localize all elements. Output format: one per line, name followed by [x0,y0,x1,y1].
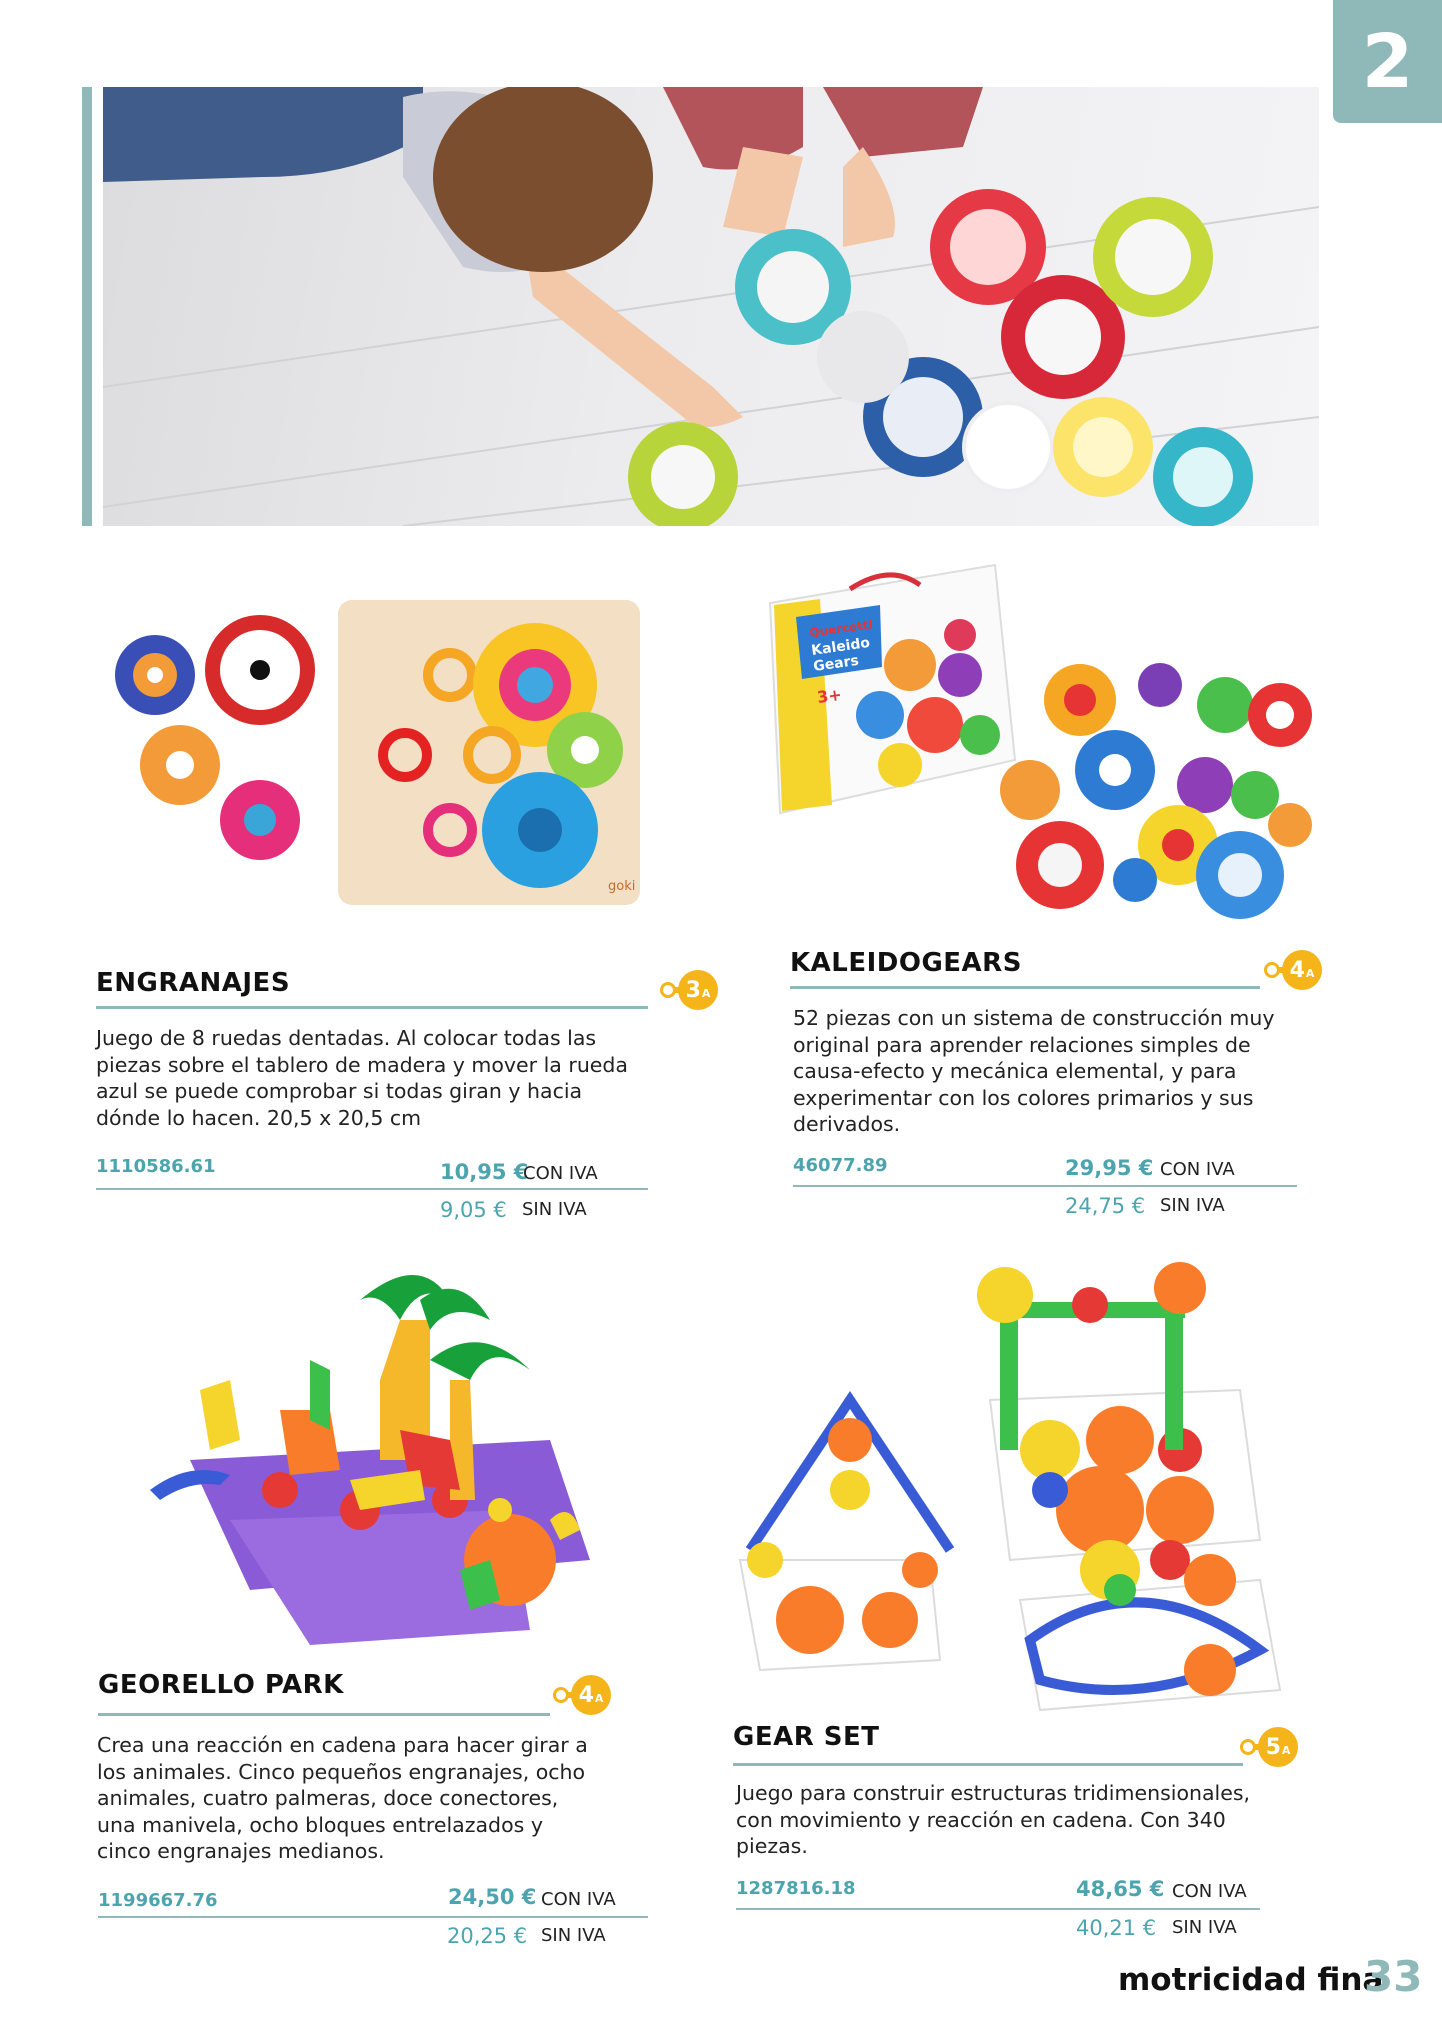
page-number: 33 [1364,1952,1423,2001]
box-title-2: Gears [812,652,860,675]
section-label: motricidad fina [1118,1962,1384,1998]
product-title: GEAR SET [733,1722,880,1752]
description-line: original para aprender relaciones simples de [793,1032,1251,1057]
product-ref: 1199667.76 [98,1890,218,1911]
price-rule [96,1188,648,1190]
age-badge: 3 A [660,970,718,1010]
label-con-iva: CON IVA [541,1889,616,1910]
price-sin-iva: 9,05 € [440,1198,507,1222]
description-line: experimentar con los colores primarios y sus [793,1085,1254,1110]
price-sin-iva: 20,25 € [447,1924,528,1948]
product-image-gear-set [720,1240,1300,1720]
title-rule [96,1006,648,1009]
title-rule [733,1763,1243,1766]
description-line: Juego de 8 ruedas dentadas. Al colocar todas las [96,1026,597,1050]
description-line: una manivela, ocho bloques entrelazados y [97,1812,543,1837]
description-line: azul se puede comprobar si todas giran y hacia [96,1079,583,1103]
description-line: Crea una reacción en cadena para hacer girar a [97,1733,588,1757]
age-value: 3 [685,977,701,1003]
description-line: 52 piezas con un sistema de construcción muy [793,1006,1275,1030]
product-title: ENGRANAJES [96,968,291,998]
product-title: GEORELLO PARK [98,1670,344,1700]
georello-illustration [130,1260,600,1660]
description-line: causa-efecto y mecánica elemental, y para [793,1059,1237,1083]
description-line: cinco engranajes medianos. [97,1839,385,1863]
price-rule [98,1916,648,1918]
product-description [96,1025,656,1131]
price-rule [793,1185,1297,1187]
chapter-tab: 2 [1333,0,1442,123]
product-image-georello-park [130,1260,600,1660]
description-line: animales, cuatro palmeras, doce conectores, [97,1786,559,1810]
price-sin-iva: 40,21 € [1076,1916,1157,1940]
description-line: piezas. [736,1834,808,1858]
description-line: los animales. Cinco pequeños engranajes, ocho [97,1759,586,1784]
engranajes-illustration [100,590,660,920]
product-title: KALEIDOGEARS [790,948,1022,978]
gear-set-illustration [720,1240,1300,1720]
product-description [736,1780,1316,1860]
kaleidogears-illustration [760,555,1320,925]
age-value: 4 [1289,957,1305,983]
age-badge: 5 A [1240,1727,1298,1767]
age-value: 4 [578,1682,594,1708]
product-ref: 1287816.18 [736,1878,856,1899]
goki-logo: goki [608,879,636,894]
price-con-iva: 10,95 € [440,1160,529,1184]
hero-accent-bar [82,87,92,526]
label-con-iva: CON IVA [1160,1159,1235,1180]
description-line: piezas sobre el tablero de madera y mover la rueda [96,1052,628,1077]
box-age: 3+ [815,684,843,707]
price-sin-iva: 24,75 € [1065,1194,1146,1218]
label-sin-iva: SIN IVA [1160,1195,1225,1216]
label-sin-iva: SIN IVA [1172,1917,1237,1938]
age-badge: 4 A [553,1675,611,1715]
label-con-iva: CON IVA [1172,1881,1247,1902]
description-line: dónde lo hacen. 20,5 x 20,5 cm [96,1105,422,1130]
product-ref: 1110586.61 [96,1156,216,1177]
product-image-kaleidogears [760,555,1320,925]
hero-image [103,87,1319,526]
product-description [793,1005,1323,1138]
title-rule [790,986,1260,989]
hero-illustration [103,87,1319,526]
age-badge: 4 A [1264,950,1322,990]
age-value: 5 [1265,1734,1281,1760]
box-brand: Quercetti [808,617,874,640]
price-rule [736,1908,1260,1910]
product-description [97,1732,657,1865]
title-rule [98,1713,550,1716]
product-image-engranajes [100,590,660,920]
description-line: derivados. [793,1112,901,1136]
price-con-iva: 48,65 € [1076,1877,1165,1901]
box-title-1: Kaleido [810,634,872,659]
label-sin-iva: SIN IVA [541,1925,606,1946]
price-con-iva: 29,95 € [1065,1156,1154,1180]
description-line: Juego para construir estructuras tridimensionales, [736,1781,1251,1805]
label-con-iva: CON IVA [523,1163,598,1184]
product-ref: 46077.89 [793,1155,888,1176]
label-sin-iva: SIN IVA [522,1199,587,1220]
price-con-iva: 24,50 € [448,1885,537,1909]
description-line: con movimiento y reacción en cadena. Con 340 [736,1807,1226,1832]
